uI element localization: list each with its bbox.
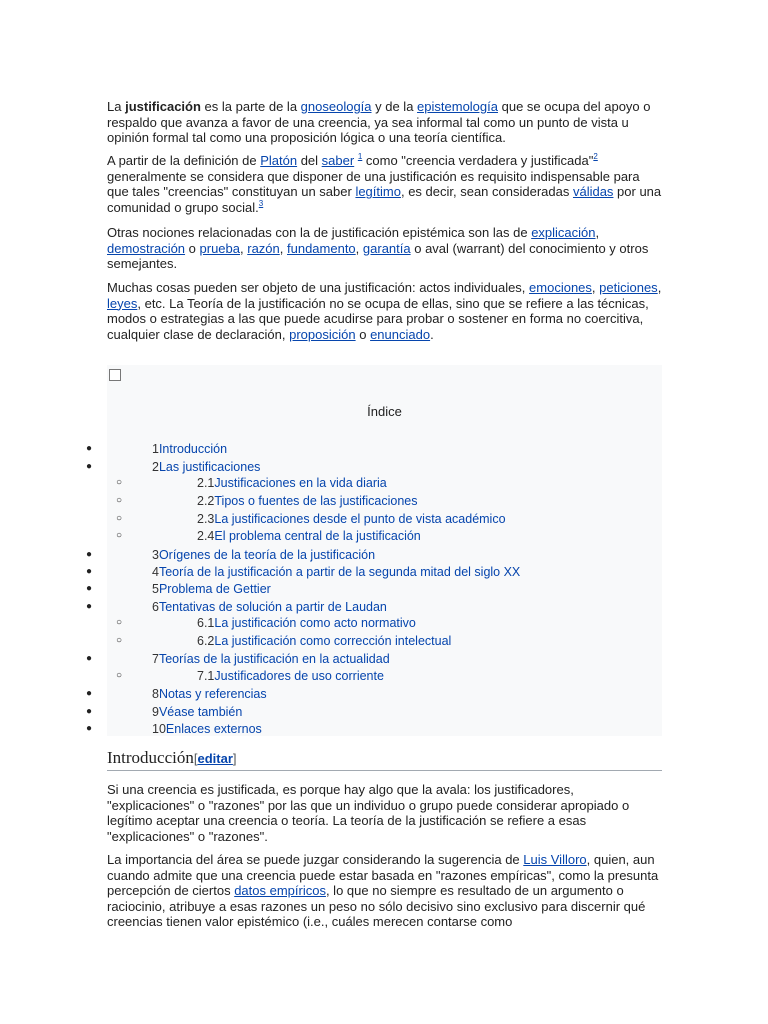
bullet-icon: ● xyxy=(86,566,93,577)
link-saber[interactable]: saber xyxy=(321,153,355,168)
toc-link-segunda-mitad[interactable]: Teoría de la justificación a partir de la segunda mitad del siglo XX xyxy=(158,565,521,579)
text: que se ocupa del apoyo o respaldo que avanza a favor de una creencia, ya sea informal tal como un punto de vista u opinión formal tal como una proposición lógica o una teoría científica. xyxy=(107,99,651,146)
circle-bullet-icon: ○ xyxy=(116,513,123,524)
toc-number: 7 xyxy=(152,652,159,666)
footnote-1[interactable]: 1 xyxy=(357,152,363,161)
bullet-icon: ● xyxy=(86,443,93,454)
bullet-icon: ● xyxy=(86,653,93,664)
text: A partir de la definición de xyxy=(107,153,261,168)
intro-paragraph-4 xyxy=(107,280,663,342)
link-demostracion[interactable]: demostración xyxy=(107,240,186,256)
link-gnoseologia[interactable]: gnoseología xyxy=(300,99,372,114)
toc-link-acto-normativo[interactable]: La justificación como acto normativo xyxy=(214,616,416,630)
toc-link-tentativas[interactable]: Tentativas de solución a partir de Laudan xyxy=(158,600,387,614)
toc-link-vida-diaria[interactable]: Justificaciones en la vida diaria xyxy=(214,476,387,490)
toc-number: 9 xyxy=(152,705,159,719)
toc-number: 6.1 xyxy=(197,616,215,630)
link-leyes[interactable]: leyes xyxy=(107,295,138,311)
toc-link-uso-corriente[interactable]: Justificadores de uso corriente xyxy=(214,669,384,683)
toc-item[interactable] xyxy=(152,564,520,580)
bracket: [ xyxy=(193,751,198,766)
text: Muchas cosas pueden ser objeto de una justificación: actos individuales, xyxy=(107,280,530,295)
toc-link-enlaces[interactable]: Enlaces externos xyxy=(165,722,262,736)
text: del xyxy=(297,153,322,168)
text: , xyxy=(355,240,363,256)
toc-number: 8 xyxy=(152,687,159,701)
toc-item[interactable] xyxy=(152,459,260,475)
toc-link-actualidad[interactable]: Teorías de la justificación en la actualidad xyxy=(158,652,390,666)
circle-bullet-icon: ○ xyxy=(116,617,123,628)
intro-paragraph-2 xyxy=(107,153,663,215)
toc-link-las-justificaciones[interactable]: Las justificaciones xyxy=(158,460,261,474)
toc-link-origenes[interactable]: Orígenes de la teoría de la justificación xyxy=(158,548,376,562)
text: , xyxy=(240,240,248,256)
link-legitimo[interactable]: legítimo xyxy=(355,184,401,200)
link-enunciado[interactable]: enunciado xyxy=(370,326,431,342)
text: . xyxy=(430,326,434,342)
text: , xyxy=(657,280,662,295)
link-explicacion[interactable]: explicación xyxy=(531,225,596,240)
toc-item[interactable] xyxy=(197,633,451,649)
toc-item[interactable] xyxy=(197,475,387,491)
toc-link-gettier[interactable]: Problema de Gettier xyxy=(158,582,271,596)
link-luis-villoro[interactable]: Luis Villoro xyxy=(523,852,587,867)
intro-paragraph-1 xyxy=(107,99,663,146)
bullet-icon: ● xyxy=(86,583,93,594)
link-garantia[interactable]: garantía xyxy=(362,240,411,256)
footnote-2[interactable]: 2 xyxy=(593,152,598,161)
bold-term: justificación xyxy=(125,99,201,114)
bracket: ] xyxy=(232,751,237,766)
bullet-icon: ● xyxy=(86,461,93,472)
link-datos-empiricos[interactable]: datos empíricos xyxy=(234,883,326,899)
toc-item[interactable] xyxy=(152,547,375,563)
link-epistemologia[interactable]: epistemología xyxy=(417,99,498,114)
toc-item[interactable] xyxy=(152,581,271,597)
text: es la parte de la xyxy=(200,99,301,114)
toc-number: 4 xyxy=(152,565,159,579)
link-prueba[interactable]: prueba xyxy=(199,240,240,256)
text: , etc. La Teoría de la justificación no se ocupa de ellas, sino que se refiere a las técnicas, modos o estrategias a las que puede acudirse para probar o sostener en forma no coercitiva, cualquier clase de declaración, xyxy=(107,295,649,342)
footnote-3[interactable]: 3 xyxy=(258,198,264,208)
toc-number: 7.1 xyxy=(197,669,215,683)
toc-item[interactable] xyxy=(197,615,416,631)
text: , es decir, sean consideradas xyxy=(400,184,573,200)
toc-number: 5 xyxy=(152,582,159,596)
toc-item[interactable] xyxy=(197,493,418,509)
link-fundamento[interactable]: fundamento xyxy=(287,240,356,256)
section-heading-introduccion xyxy=(107,748,662,771)
text: o xyxy=(185,240,200,256)
toc-item[interactable] xyxy=(152,721,262,737)
link-razon[interactable]: razón xyxy=(247,240,280,256)
link-platon[interactable]: Platón xyxy=(260,153,298,168)
text: , xyxy=(591,280,600,295)
toc-link-punto-vista-academico[interactable]: La justificaciones desde el punto de vista académico xyxy=(214,512,506,526)
toc-number: 2.1 xyxy=(197,476,215,490)
text: , quien, aun cuando admite que una creencia puede estar basada en "razones empíricas", como la presunta percepción de ciertos xyxy=(107,852,659,899)
toc-number: 2 xyxy=(152,460,159,474)
toc-link-notas[interactable]: Notas y referencias xyxy=(158,687,267,701)
toc-toggle-checkbox[interactable] xyxy=(109,369,121,381)
text: Otras nociones relacionadas con la de justificación epistémica son las de xyxy=(107,225,532,240)
toc-number: 2.4 xyxy=(197,529,215,543)
toc-item[interactable] xyxy=(152,704,242,720)
bullet-icon: ● xyxy=(86,549,93,560)
toc-item[interactable] xyxy=(152,441,227,457)
toc-item[interactable] xyxy=(197,668,384,684)
text: La importancia del área se puede juzgar considerando la sugerencia de xyxy=(107,852,524,867)
toc-number: 10 xyxy=(152,722,166,736)
bullet-icon: ● xyxy=(86,706,93,717)
toc-link-correccion-intelectual[interactable]: La justificación como corrección intelectual xyxy=(214,634,452,648)
section-paragraph-2 xyxy=(107,852,663,930)
circle-bullet-icon: ○ xyxy=(116,477,123,488)
text: generalmente se considera que disponer de una justificación es requisito indispensable para que tales "creencias" constituyan un saber xyxy=(107,168,640,200)
toc-link-tipos-fuentes[interactable]: Tipos o fuentes de las justificaciones xyxy=(214,494,418,508)
text: y de la xyxy=(371,99,418,114)
bullet-icon: ● xyxy=(86,601,93,612)
toc-link-problema-central[interactable]: El problema central de la justificación xyxy=(214,529,421,543)
link-proposicion[interactable]: proposición xyxy=(289,326,356,342)
bullet-icon: ● xyxy=(86,723,93,734)
circle-bullet-icon: ○ xyxy=(116,635,123,646)
section-paragraph-1: Si una creencia es justificada, es porque hay algo que la avala: los justificadores, "explicaciones" o "razones" por las que un individuo o grupo puede considerar apropiado o legítimo aceptar una creencia o teoría. La teoría de la justificación se refiere a esas "explicaciones" o "razones". xyxy=(107,782,630,844)
toc-number: 6 xyxy=(152,600,159,614)
text: La xyxy=(107,99,126,114)
link-peticiones[interactable]: peticiones xyxy=(599,280,658,295)
text: por una comunidad o grupo social. xyxy=(107,184,662,215)
text: , xyxy=(279,240,287,256)
toc-item[interactable] xyxy=(152,651,390,667)
toc-item[interactable] xyxy=(152,686,267,702)
toc-link-introduccion[interactable]: Introducción xyxy=(158,442,228,456)
circle-bullet-icon: ○ xyxy=(116,530,123,541)
intro-paragraph-3 xyxy=(107,225,663,272)
toc-link-vease[interactable]: Véase también xyxy=(158,705,243,719)
toc-number: 6.2 xyxy=(197,634,215,648)
heading-text: Introducción xyxy=(107,748,194,767)
toc-title: Índice xyxy=(367,404,402,419)
bullet-icon: ● xyxy=(86,688,93,699)
link-validas[interactable]: válidas xyxy=(572,184,614,200)
toc-number: 2.3 xyxy=(197,512,215,526)
circle-bullet-icon: ○ xyxy=(116,670,123,681)
circle-bullet-icon: ○ xyxy=(116,495,123,506)
text: como "creencia verdadera y justificada" xyxy=(362,153,594,168)
toc-number: 1 xyxy=(152,442,159,456)
text: , lo que no siempre es resultado de un argumento o raciocinio, atribuye a esas razones un peso no sólo decisivo sino exclusivo para discernir qué creencias tienen valor epistémico (i.e., cuáles merecen contarse como xyxy=(107,883,646,930)
toc-item[interactable] xyxy=(197,528,421,544)
toc-number: 3 xyxy=(152,548,159,562)
text: , xyxy=(595,225,600,240)
toc-item[interactable] xyxy=(197,511,506,527)
edit-link[interactable]: editar xyxy=(197,751,233,766)
text: o aval (warrant) del conocimiento y otros semejantes. xyxy=(107,240,649,272)
toc-item[interactable] xyxy=(152,599,387,615)
text: o xyxy=(355,326,371,342)
toc-number: 2.2 xyxy=(197,494,215,508)
link-emociones[interactable]: emociones xyxy=(529,280,592,295)
